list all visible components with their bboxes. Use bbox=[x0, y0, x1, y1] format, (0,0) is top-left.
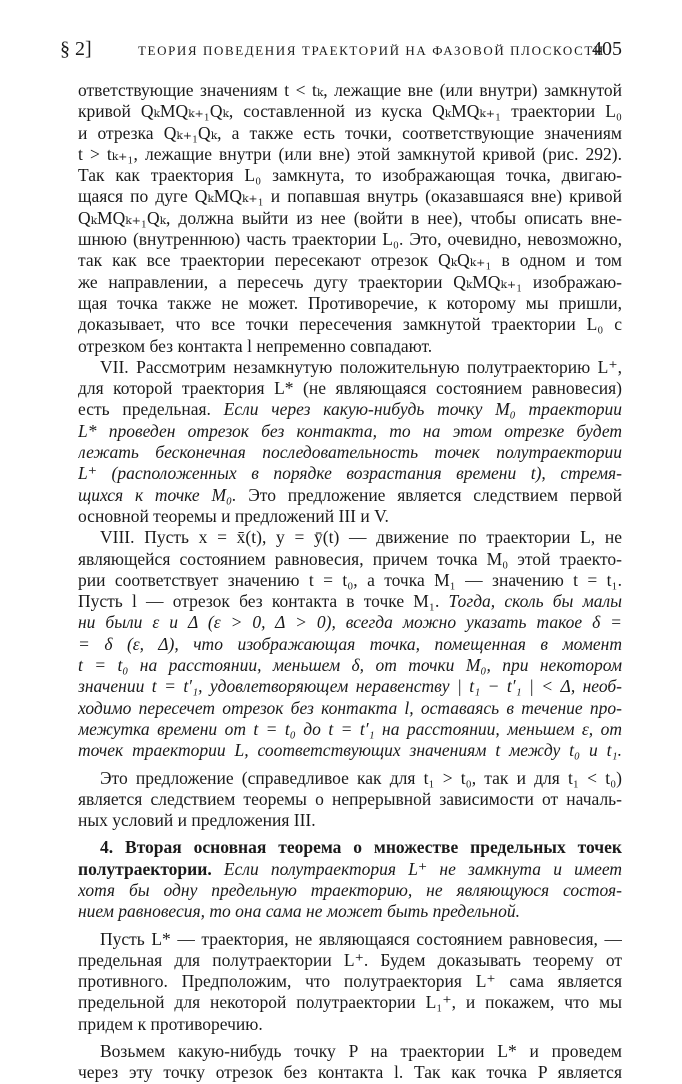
running-title: ТЕОРИЯ ПОВЕДЕНИЯ ТРАЕКТОРИЙ НА ФАЗОВОЙ ПЛОСКОСТИ bbox=[138, 43, 605, 58]
running-header bbox=[60, 38, 622, 66]
text-line: является следствием теоремы о непрерывной зависимости от началь- bbox=[78, 788, 622, 809]
text-line: значении t = t′₁, удовлетворяющем неравенству | t₁ − t′₁ | < Δ, необ- bbox=[78, 676, 622, 697]
text-line: Это предложение (справедливое как для t₁ > t₀, так и для t₁ < t₀) bbox=[100, 767, 622, 788]
text-line: через эту точку отрезок без контакта l. Так как точка P является bbox=[78, 1062, 622, 1083]
text-line: щая точка также не может. Противоречие, к которому мы пришли, bbox=[78, 292, 622, 313]
text-line: для которой траектория L* (не являющаяся состоянием равновесия) bbox=[78, 378, 622, 399]
text-line: противного. Предположим, что полутраектория L⁺ сама является bbox=[78, 971, 622, 992]
text-line: и отрезка Qₖ₊₁Qₖ, а также есть точки, соответствующие значениям bbox=[78, 122, 622, 143]
text-line: точек траектории L, соответствующих значениям t между t₀ и t₁. bbox=[78, 740, 622, 761]
text-line: ответствующие значениям t < tₖ, лежащие вне (или внутри) замкнутой bbox=[78, 80, 622, 100]
text-line: так как все траектории пересекают отрезок QₖQₖ₊₁ в одном и том bbox=[78, 250, 622, 271]
text-line: VII. Рассмотрим незамкнутую положительную полутраекторию L⁺, bbox=[100, 356, 622, 377]
text-line: межутка времени от t = t₀ до t = t′₁ на расстоянии, меньшем ε, от bbox=[78, 718, 622, 739]
text-line: придем к противоречию. bbox=[78, 1013, 263, 1034]
text-line: предельная для полутраектории L⁺. Будем доказывать теорему от bbox=[78, 949, 622, 970]
section-heading: 4. Вторая основная теорема о множестве предельных точек bbox=[100, 837, 622, 858]
text-line: Так как траектория L₀ замкнута, то изображающая точка, двигаю- bbox=[78, 165, 622, 186]
text-line: предельной для некоторой полутраектории L₁⁺, и покажем, что мы bbox=[78, 992, 622, 1013]
text-line: t > tₖ₊₁, лежащие внутри (или вне) этой замкнутой кривой (рис. 292). bbox=[78, 143, 622, 164]
page-number: 405 bbox=[592, 38, 622, 60]
text-line: являющейся состоянием равновесия, причем точка M₀ этой траекто- bbox=[78, 548, 622, 569]
text-line: Пусть l — отрезок без контакта в точке M₁. Тогда, сколь бы малы bbox=[78, 591, 622, 612]
text-line: доказывает, что все точки пересечения замкнутой траектории L₀ с bbox=[78, 314, 622, 335]
text-line: = δ (ε, Δ), что изображающая точка, помещенная в момент bbox=[78, 633, 622, 654]
text-line: ных условий и предложения III. bbox=[78, 810, 316, 831]
text-line: же направлении, а пересечь дугу траектории QₖMQₖ₊₁ изображаю- bbox=[78, 271, 622, 292]
text-line: шнюю (внутреннюю) часть траектории L₀. Это, очевидно, невозможно, bbox=[78, 229, 622, 250]
body-text bbox=[78, 80, 622, 1084]
text-line: L⁺ (расположенных в порядке возрастания времени t), стремя- bbox=[78, 463, 622, 484]
text-line: нием равновесия, то она сама не может быть предельной. bbox=[78, 901, 520, 922]
text-line: лежать бесконечная последовательность точек полутраектории bbox=[78, 442, 622, 463]
text-line: Пусть L* — траектория, не являющаяся состоянием равновесия, — bbox=[100, 928, 622, 949]
text-line: хотя бы одну предельную траекторию, не являющуюся состоя- bbox=[78, 879, 622, 900]
text-line: основной теоремы и предложений III и V. bbox=[78, 505, 389, 526]
text-line: кривой QₖMQₖ₊₁Qₖ, составленной из куска QₖMQₖ₊₁ траектории L₀ bbox=[78, 101, 622, 122]
text-line: есть предельная. Если через какую-нибудь точку M₀ траектории bbox=[78, 399, 622, 420]
text-line: t = t₀ на расстоянии, меньшем δ, от точки M₀, при некотором bbox=[78, 655, 622, 676]
text-line: щихся к точке M₀. Это предложение является следствием первой bbox=[78, 484, 622, 505]
text-line: VIII. Пусть x = x̄(t), y = ȳ(t) — движение по траектории L, не bbox=[100, 527, 622, 548]
section-number: § 2] bbox=[60, 38, 92, 60]
text-line: L* проведен отрезок без контакта, то на этом отрезке будет bbox=[78, 420, 622, 441]
text-line: ходимо пересечет отрезок без контакта l, оставаясь в течение про- bbox=[78, 697, 622, 718]
text-line: Возьмем какую-нибудь точку P на траектории L* и проведем bbox=[100, 1041, 622, 1062]
text-line: полутраектории. Если полутраектория L⁺ не замкнута и имеет bbox=[78, 858, 622, 879]
text-line: ни были ε и Δ (ε > 0, Δ > 0), всегда можно указать такое δ = bbox=[78, 612, 622, 633]
text-line: отрезком без контакта l непременно совпадают. bbox=[78, 335, 433, 356]
text-line: щаяся по дуге QₖMQₖ₊₁ и попавшая внутрь (оказавшаяся вне) кривой bbox=[78, 186, 622, 207]
text-line: рии соответствует значению t = t₀, а точка M₁ — значению t = t₁. bbox=[78, 569, 622, 590]
text-line: QₖMQₖ₊₁Qₖ, должна выйти из нее (войти в нее), чтобы описать вне- bbox=[78, 207, 622, 228]
